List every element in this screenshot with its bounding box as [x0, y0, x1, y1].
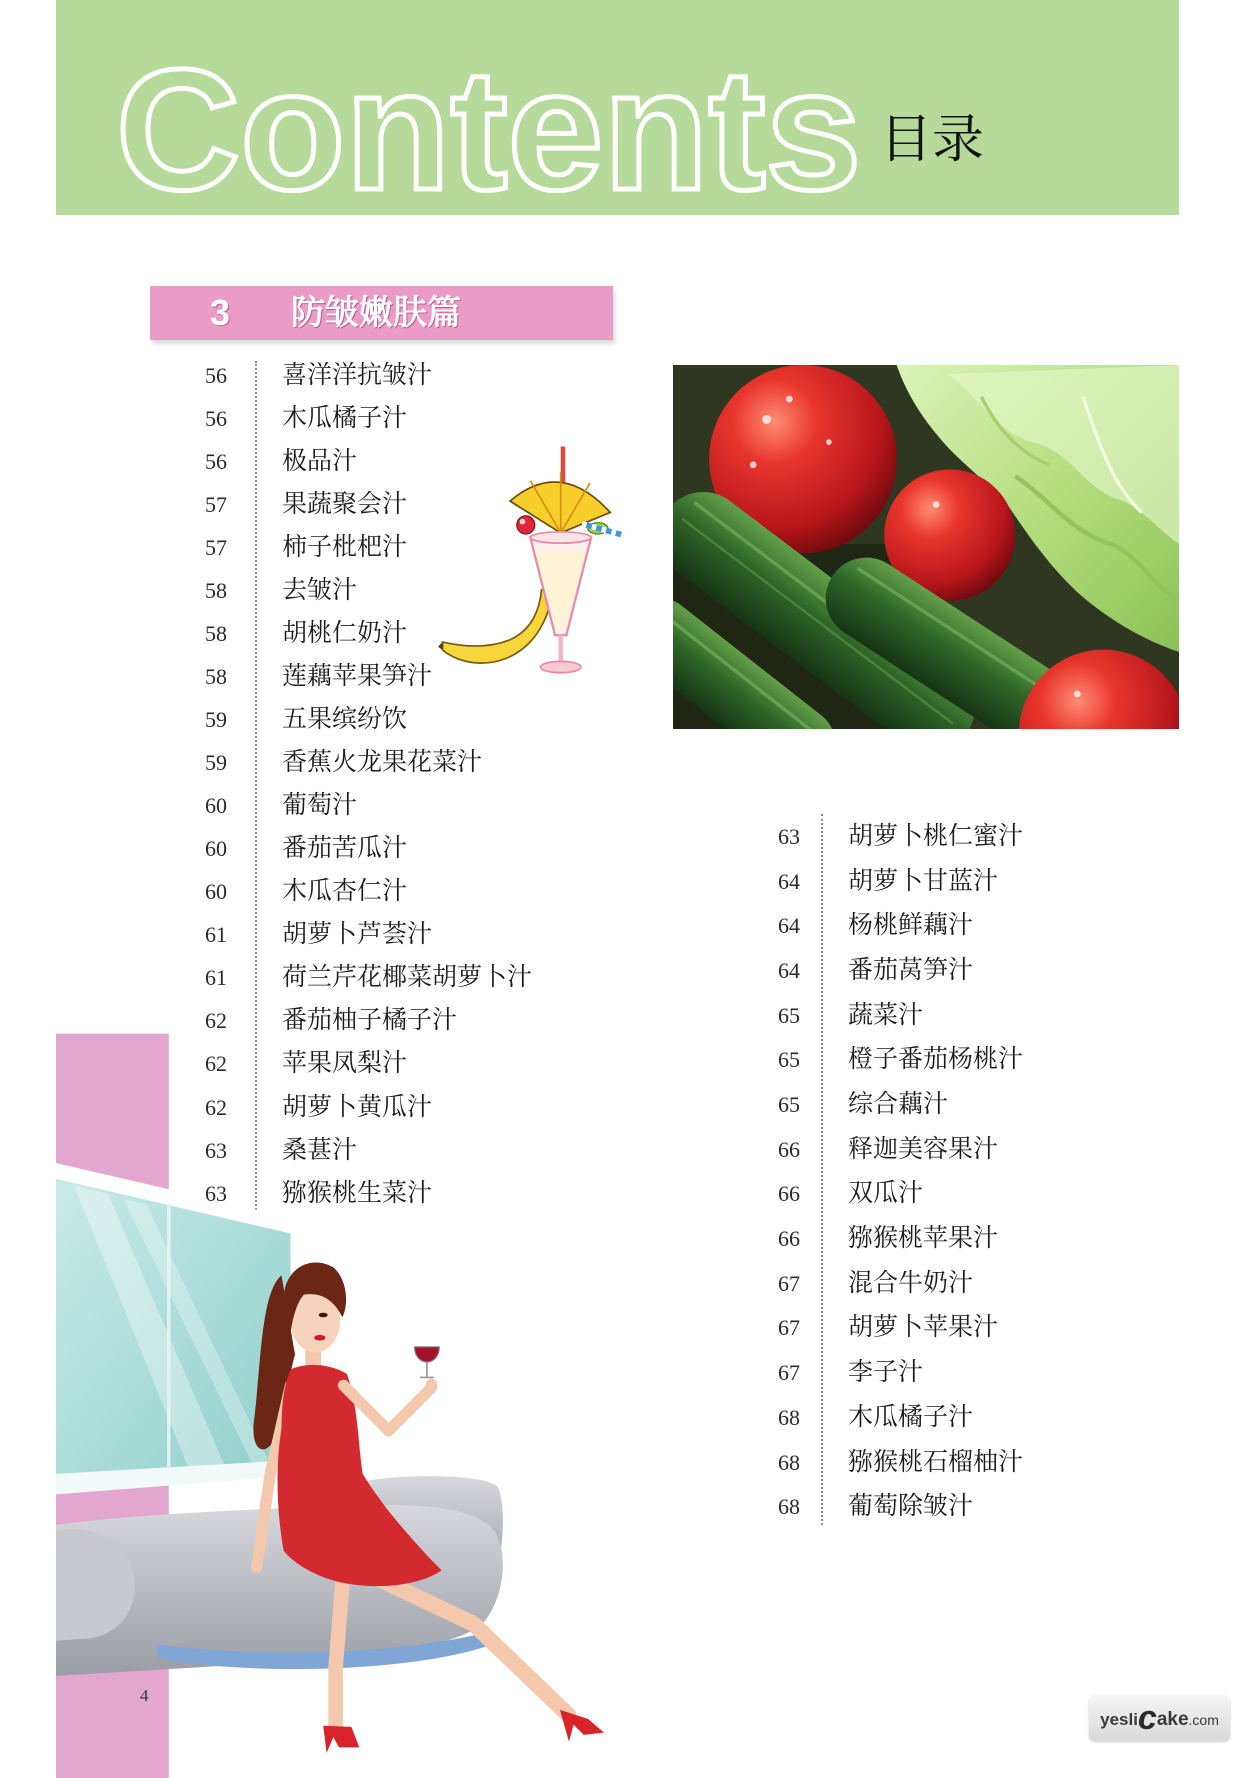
toc-entry	[205, 876, 407, 906]
toc-entry	[778, 1268, 973, 1298]
toc-page-number: 68	[778, 1450, 800, 1475]
toc-page-number: 63	[778, 824, 800, 849]
toc-entry	[205, 790, 357, 820]
toc-entry-title: 喜洋洋抗皱汁	[282, 360, 433, 389]
toc-entry-title: 胡萝卜桃仁蜜汁	[848, 821, 1024, 850]
toc-entry	[205, 489, 407, 519]
toc-page-number: 66	[778, 1181, 800, 1206]
watermark-text: ake	[1156, 1709, 1189, 1730]
toc-entry	[778, 1223, 998, 1253]
toc-page-number: 67	[778, 1315, 800, 1340]
toc-page-number: 56	[205, 363, 227, 388]
page-number: 4	[140, 1686, 149, 1705]
toc-entry	[778, 821, 1023, 851]
toc-entry-title: 番茄苦瓜汁	[282, 833, 408, 862]
toc-entry	[205, 403, 407, 433]
toc-page-number: 65	[778, 1047, 800, 1072]
toc-entry-title: 猕猴桃石榴柚汁	[848, 1447, 1024, 1476]
glass-rim	[530, 532, 591, 543]
toc-page-number: 65	[778, 1003, 800, 1028]
toc-entry-title: 木瓜杏仁汁	[282, 876, 408, 905]
toc-page-number: 66	[778, 1226, 800, 1251]
toc-entry	[778, 1000, 923, 1030]
watermark-text: yesli	[1100, 1710, 1138, 1729]
toc-page-number: 61	[205, 922, 227, 947]
toc-page-number: 60	[205, 879, 227, 904]
toc-entry-title: 胡萝卜苹果汁	[848, 1312, 999, 1341]
toc-entry-title: 荷兰芹花椰菜胡萝卜汁	[282, 962, 533, 991]
toc-page-number: 56	[205, 449, 227, 474]
shoe	[323, 1726, 359, 1753]
toc-entry-title: 胡萝卜芦荟汁	[282, 919, 433, 948]
toc-page-number: 58	[205, 664, 227, 689]
toc-entry	[205, 532, 407, 562]
cocktail-illustration	[438, 442, 626, 675]
toc-entry-title: 葡萄汁	[282, 790, 358, 819]
toc-entry	[205, 747, 482, 777]
banana-tip	[438, 642, 443, 650]
toc-entry	[205, 661, 432, 691]
section-title: 防皱嫩肤篇	[291, 293, 461, 333]
glass-stem	[558, 635, 563, 662]
toc-entry	[205, 833, 407, 863]
toc-entry	[778, 866, 998, 896]
toc-page-number: 57	[205, 492, 227, 517]
toc-entry-title: 苹果凤梨汁	[282, 1048, 408, 1077]
toc-page-number: 65	[778, 1092, 800, 1117]
toc-entry	[205, 360, 432, 390]
glass-base	[540, 661, 581, 672]
toc-entry	[205, 919, 432, 949]
hand	[426, 1379, 437, 1390]
toc-divider-right	[821, 814, 823, 1525]
banana	[443, 587, 551, 663]
section-number: 3	[210, 292, 231, 333]
toc-entry-title: 蔬菜汁	[848, 1000, 924, 1029]
toc-entry	[778, 910, 973, 940]
watermark-mark: c	[1137, 1699, 1157, 1737]
toc-entry	[205, 704, 407, 734]
contents-title-zh: 目录	[880, 110, 985, 170]
woman-illustration	[56, 1020, 631, 1778]
toc-entry	[778, 1357, 923, 1387]
eye	[319, 1313, 328, 1318]
toc-page-number: 58	[205, 578, 227, 603]
toc-entry-title: 胡桃仁奶汁	[282, 618, 408, 647]
toc-entry-title: 葡萄除皱汁	[848, 1491, 974, 1520]
toc-entry-title: 柿子枇杷汁	[282, 532, 408, 561]
toc-page-number: 60	[205, 836, 227, 861]
toc-page-number: 64	[778, 913, 800, 938]
contents-title: Contents	[116, 34, 862, 226]
toc-entry-title: 双瓜汁	[848, 1178, 924, 1207]
toc-entry-title: 木瓜橘子汁	[848, 1402, 974, 1431]
toc-entry-title: 桑葚汁	[282, 1135, 358, 1164]
lips	[314, 1335, 325, 1341]
toc-entry	[778, 1134, 998, 1164]
toc-entry-title: 胡萝卜甘蓝汁	[848, 866, 999, 895]
leg-back	[336, 1570, 344, 1730]
toc-page-number: 63	[205, 1181, 227, 1206]
toc-entry-title: 番茄柚子橘子汁	[282, 1005, 458, 1034]
toc-entry	[778, 1402, 973, 1432]
toc-entry-title: 莲藕苹果笋汁	[282, 661, 433, 690]
toc-page-number: 61	[205, 965, 227, 990]
toc-page-number: 59	[205, 707, 227, 732]
toc-entry	[205, 446, 357, 476]
toc-entry-title: 释迦美容果汁	[848, 1134, 999, 1163]
toc-entry-title: 猕猴桃苹果汁	[848, 1223, 999, 1252]
toc-page-number: 68	[778, 1405, 800, 1430]
toc-page-number: 67	[778, 1271, 800, 1296]
vegetables-photo	[673, 365, 1179, 729]
watermark-logo	[1089, 1695, 1230, 1741]
wine-glass	[415, 1347, 440, 1362]
toc-page-number: 59	[205, 750, 227, 775]
watermark-domain: .com	[1188, 1712, 1219, 1728]
toc-entry	[205, 618, 407, 648]
toc-page-number: 56	[205, 406, 227, 431]
toc-entry-title: 香蕉火龙果花菜汁	[282, 747, 483, 776]
toc-entry-title: 去皱汁	[282, 575, 358, 604]
toc-entry-title: 番茄莴笋汁	[848, 955, 974, 984]
toc-page-number: 62	[205, 1095, 227, 1120]
toc-entry-title: 混合牛奶汁	[848, 1268, 974, 1297]
toc-page-number: 63	[205, 1138, 227, 1163]
toc-entry-title: 胡萝卜黄瓜汁	[282, 1092, 433, 1121]
toc-entry	[778, 1089, 948, 1119]
toc-page-number: 66	[778, 1137, 800, 1162]
toc-entry-title: 猕猴桃生菜汁	[282, 1178, 433, 1207]
cherry	[517, 516, 535, 534]
toc-page-number: 62	[205, 1051, 227, 1076]
toc-entry	[778, 1447, 1023, 1477]
toc-page-number: 62	[205, 1008, 227, 1033]
toc-page-number: 64	[778, 869, 800, 894]
toc-entry	[778, 1044, 1023, 1074]
toc-page-number: 67	[778, 1360, 800, 1385]
toc-entry-title: 杨桃鲜藕汁	[848, 910, 974, 939]
toc-page-number: 64	[778, 958, 800, 983]
toc-entry-title: 木瓜橘子汁	[282, 403, 408, 432]
shoe	[560, 1710, 604, 1742]
toc-page-number: 57	[205, 535, 227, 560]
toc-page-number: 60	[205, 793, 227, 818]
toc-page-number: 68	[778, 1494, 800, 1519]
toc-entry	[205, 575, 357, 605]
toc-entry	[778, 1312, 998, 1342]
toc-entry-title: 五果缤纷饮	[282, 704, 408, 733]
toc-entry-title: 李子汁	[848, 1357, 924, 1386]
toc-entry	[778, 1178, 923, 1208]
toc-entry	[778, 1491, 973, 1521]
toc-entry-title: 综合藕汁	[848, 1089, 949, 1118]
section-header-bar	[150, 286, 613, 340]
toc-entry-title: 橙子番茄杨桃汁	[848, 1044, 1024, 1073]
toc-entry-title: 极品汁	[282, 446, 358, 475]
toc-page-number: 58	[205, 621, 227, 646]
toc-entry	[778, 955, 973, 985]
cherry-highlight	[520, 519, 526, 525]
toc-entry-title: 果蔬聚会汁	[282, 489, 408, 518]
